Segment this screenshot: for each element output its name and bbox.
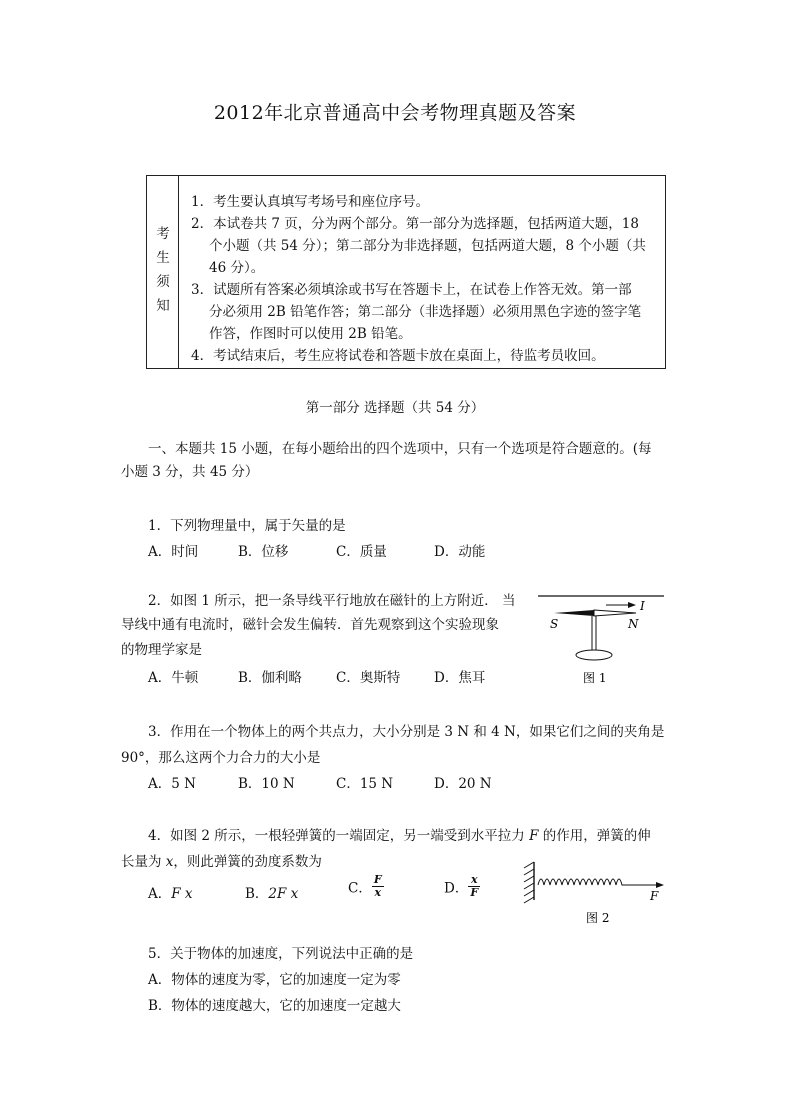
notice-line: 作答，作图时可以使用 2B 铅笔。 xyxy=(209,326,412,342)
q1-stem: 1．下列物理量中，属于矢量的是 xyxy=(148,518,346,534)
notice-line: 个小题（共 54 分）；第二部分为非选择题，包括两道大题，8 个小题（共 xyxy=(209,238,646,254)
wall-hatching xyxy=(524,862,534,903)
q3-option-c: C．15 N xyxy=(336,776,394,792)
notice-side-char: 须 xyxy=(156,274,170,290)
force-label: F xyxy=(650,889,659,903)
q2-option-c: C．奥斯特 xyxy=(336,670,401,686)
q2-option-a: A．牛顿 xyxy=(148,670,199,686)
page-title: 2012年北京普通高中会考物理真题及答案 xyxy=(213,102,577,124)
q1-option-c: C．质量 xyxy=(336,544,387,560)
q2-stem-line: 2．如图 1 所示，把一条导线平行地放在磁针的上方附近． 当 xyxy=(148,593,516,609)
q2-option-b: B．伽利略 xyxy=(238,670,302,686)
q4-option-c: C． $\frac{F}{x}$ xyxy=(348,873,382,899)
q5-stem: 5．关于物体的加速度，下列说法中正确的是 xyxy=(148,946,414,962)
q1-option-d: D．动能 xyxy=(434,544,486,560)
section-title: 第一部分 选择题（共 54 分） xyxy=(305,400,485,416)
figure-2-spring xyxy=(518,858,668,928)
north-pole-label: N xyxy=(628,617,639,631)
notice-side-char: 考 xyxy=(156,226,170,242)
q4-stem-line: 长量为 x，则此弹簧的劲度系数为 xyxy=(121,854,322,870)
q5-option-a: A．物体的速度为零，它的加速度一定为零 xyxy=(148,972,401,988)
q4-option-a: A．F x xyxy=(148,886,193,902)
notice-side-char: 知 xyxy=(156,298,170,314)
notice-side-label xyxy=(147,176,179,368)
figure-1-label: 图 1 xyxy=(583,671,607,685)
spring-coil xyxy=(538,879,628,885)
q2-stem-line: 导线中通有电流时，磁针会发生偏转．首先观察到这个实验现象 xyxy=(121,617,499,633)
fraction: $\frac{x}{F}$ xyxy=(470,873,479,899)
exam-notice-box xyxy=(146,175,666,369)
figure-1-compass-wire xyxy=(536,588,668,688)
force-arrowhead xyxy=(656,882,664,888)
q4-stem-line: 4．如图 2 所示，一根轻弹簧的一端固定，另一端受到水平拉力 F 的作用，弹簧的伸 xyxy=(148,828,651,844)
current-arrowhead xyxy=(628,602,636,608)
q3-stem-line: 90°，那么这两个力合力的大小是 xyxy=(121,750,321,766)
q3-option-a: A．5 N xyxy=(148,776,196,792)
notice-line: 分必须用 2B 铅笔作答；第二部分（非选择题）必须用黑色字迹的签字笔 xyxy=(209,304,642,320)
notice-line: 3．试题所有答案必须填涂或书写在答题卡上，在试卷上作答无效。第一部 xyxy=(191,282,632,298)
needle-north-half xyxy=(594,610,636,616)
q4-option-d: D． $\frac{x}{F}$ xyxy=(444,873,479,899)
q1-option-a: A．时间 xyxy=(148,544,199,560)
q4-option-b: B．2F x xyxy=(245,886,299,902)
q2-stem-line: 的物理学家是 xyxy=(121,642,202,658)
notice-line: 4．考试结束后，考生应将试卷和答题卡放在桌面上，待监考员收回。 xyxy=(191,348,605,364)
figure-2-label: 图 2 xyxy=(586,911,610,925)
force-variable: F xyxy=(529,828,539,844)
instruction-line: 小题 3 分，共 45 分） xyxy=(121,464,259,480)
current-label: I xyxy=(640,599,645,613)
q5-option-b: B．物体的速度越大，它的加速度一定越大 xyxy=(148,998,401,1014)
instruction-line: 一、本题共 15 小题，在每小题给出的四个选项中，只有一个选项是符合题意的。(每 xyxy=(148,441,652,457)
q3-option-b: B．10 N xyxy=(238,776,295,792)
q3-stem-line: 3．作用在一个物体上的两个共点力，大小分别是 3 N 和 4 N，如果它们之间的夹角是 xyxy=(148,724,665,740)
notice-line: 46 分）。 xyxy=(209,260,265,276)
q1-option-b: B．位移 xyxy=(238,544,289,560)
q3-option-d: D．20 N xyxy=(434,776,492,792)
compass-base xyxy=(576,650,612,660)
q2-option-d: D．焦耳 xyxy=(434,670,486,686)
fraction: $\frac{F}{x}$ xyxy=(373,873,382,899)
notice-line: 2．本试卷共 7 页，分为两个部分。第一部分为选择题，包括两道大题，18 xyxy=(191,216,639,232)
needle-south-half xyxy=(554,610,594,616)
notice-side-char: 生 xyxy=(156,250,170,266)
south-pole-label: S xyxy=(550,617,559,631)
notice-line: 1．考生要认真填写考场号和座位序号。 xyxy=(191,194,430,210)
extension-variable: x xyxy=(165,854,174,870)
